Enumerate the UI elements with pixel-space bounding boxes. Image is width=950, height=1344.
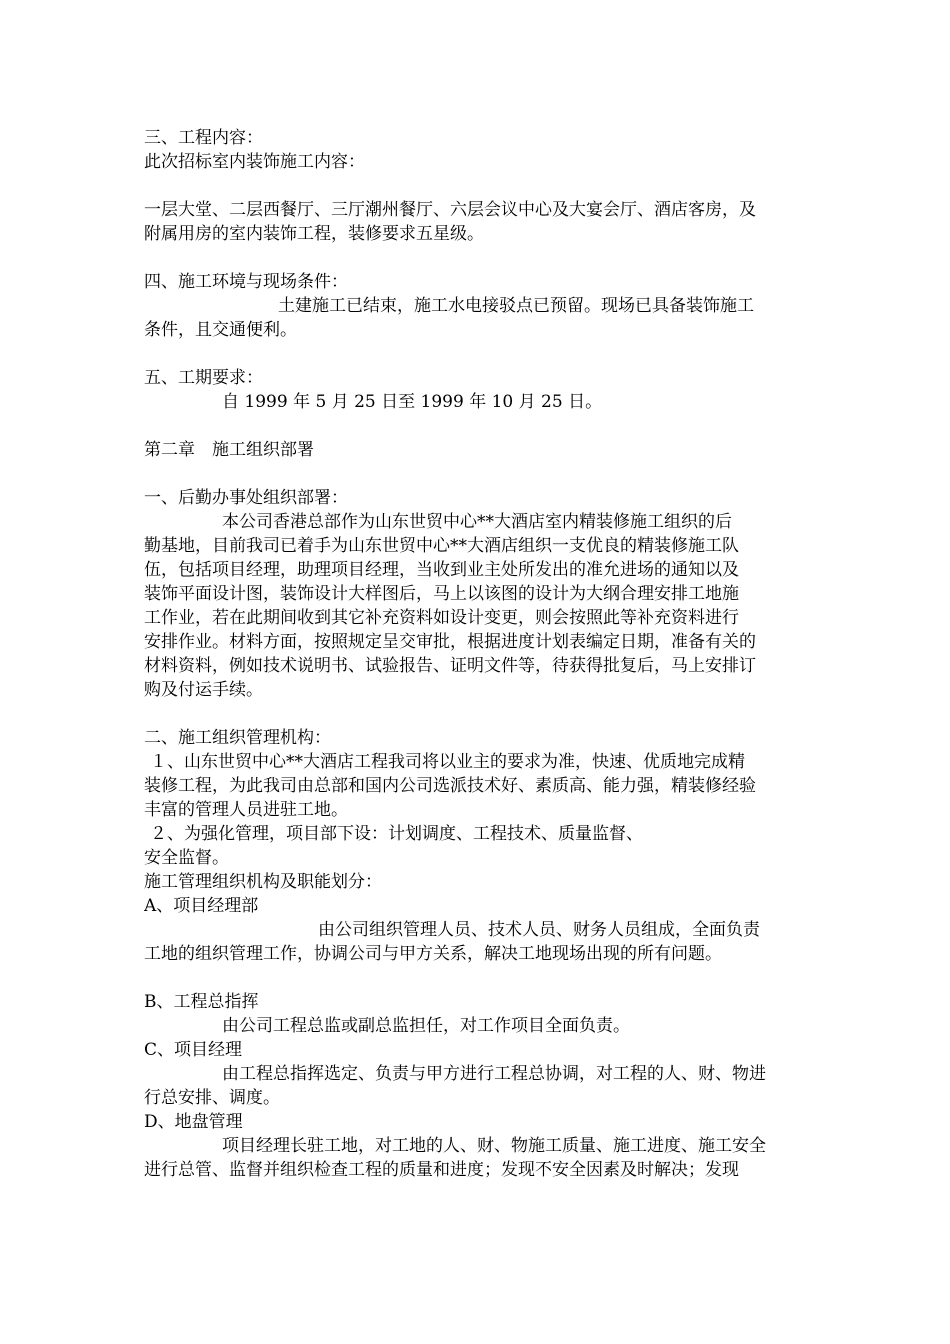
paragraph-line: 条件，且交通便利。 <box>144 320 297 340</box>
paragraph-line: 项目经理长驻工地，对工地的人、财、物施工质量、施工进度、施工安全 <box>222 1136 766 1156</box>
paragraph-line: 安排作业。材料方面，按照规定呈交审批，根据进度计划表编定日期，准备有关的 <box>144 632 756 652</box>
paragraph-line: １、山东世贸中心**大酒店工程我司将以业主的要求为准，快速、优质地完成精 <box>150 752 745 772</box>
paragraph-line: 安全监督。 <box>144 848 229 868</box>
subheading-c: C、项目经理 <box>144 1040 243 1060</box>
paragraph-line: 行总安排、调度。 <box>144 1088 280 1108</box>
paragraph-line: 材料资料，例如技术说明书、试验报告、证明文件等，待获得批复后，马上安排订 <box>144 656 756 676</box>
paragraph-line: 工地的组织管理工作，协调公司与甲方关系，解决工地现场出现的所有问题。 <box>144 944 722 964</box>
paragraph-line: 一层大堂、二层西餐厅、三厅潮州餐厅、六层会议中心及大宴会厅、酒店客房，及 <box>144 200 756 220</box>
paragraph-line: 由公司工程总监或副总监担任，对工作项目全面负责。 <box>222 1016 630 1036</box>
paragraph-line: 勤基地，目前我司已着手为山东世贸中心**大酒店组织一支优良的精装修施工队 <box>144 536 739 556</box>
subheading-b: B、工程总指挥 <box>144 992 259 1012</box>
paragraph-line: 本公司香港总部作为山东世贸中心**大酒店室内精装修施工组织的后 <box>222 512 732 532</box>
paragraph-line: 伍，包括项目经理，助理项目经理，当收到业主处所发出的准允进场的通知以及 <box>144 560 739 580</box>
heading-logistics: 一、后勤办事处组织部署： <box>144 488 348 508</box>
paragraph-line: 由工程总指挥选定、负责与甲方进行工程总协调，对工程的人、财、物进 <box>222 1064 766 1084</box>
subheading-d: D、地盘管理 <box>144 1112 243 1132</box>
paragraph-line: 由公司组织管理人员、技术人员、财务人员组成，全面负责 <box>318 920 760 940</box>
paragraph-line: 自 1999 年 5 月 25 日至 1999 年 10 月 25 日。 <box>222 392 603 412</box>
paragraph-line: 土建施工已结束，施工水电接驳点已预留。现场已具备装饰施工 <box>278 296 754 316</box>
paragraph-line: 装饰平面设计图，装饰设计大样图后，马上以该图的设计为大纲合理安排工地施 <box>144 584 739 604</box>
chapter-heading: 第二章 施工组织部署 <box>144 440 314 460</box>
paragraph-line: ２、为强化管理，项目部下设：计划调度、工程技术、质量监督、 <box>150 824 643 844</box>
paragraph-line: 装修工程，为此我司由总部和国内公司选派技术好、素质高、能力强，精装修经验 <box>144 776 756 796</box>
paragraph-line: 工作业，若在此期间收到其它补充资料如设计变更，则会按照此等补充资料进行 <box>144 608 739 628</box>
paragraph-line: 此次招标室内装饰施工内容： <box>144 152 365 172</box>
paragraph-line: 购及付运手续。 <box>144 680 263 700</box>
heading-management-structure: 二、施工组织管理机构： <box>144 728 331 748</box>
paragraph-line: 丰富的管理人员进驻工地。 <box>144 800 348 820</box>
paragraph-line: 附属用房的室内装饰工程，装修要求五星级。 <box>144 224 484 244</box>
subheading-a: A、项目经理部 <box>144 896 259 916</box>
heading-schedule: 五、工期要求： <box>144 368 263 388</box>
heading-project-content: 三、工程内容： <box>144 128 263 148</box>
heading-site-conditions: 四、施工环境与现场条件： <box>144 272 348 292</box>
paragraph-line: 施工管理组织机构及职能划分： <box>144 872 382 892</box>
paragraph-line: 进行总管、监督并组织检查工程的质量和进度；发现不安全因素及时解决；发现 <box>144 1160 739 1180</box>
